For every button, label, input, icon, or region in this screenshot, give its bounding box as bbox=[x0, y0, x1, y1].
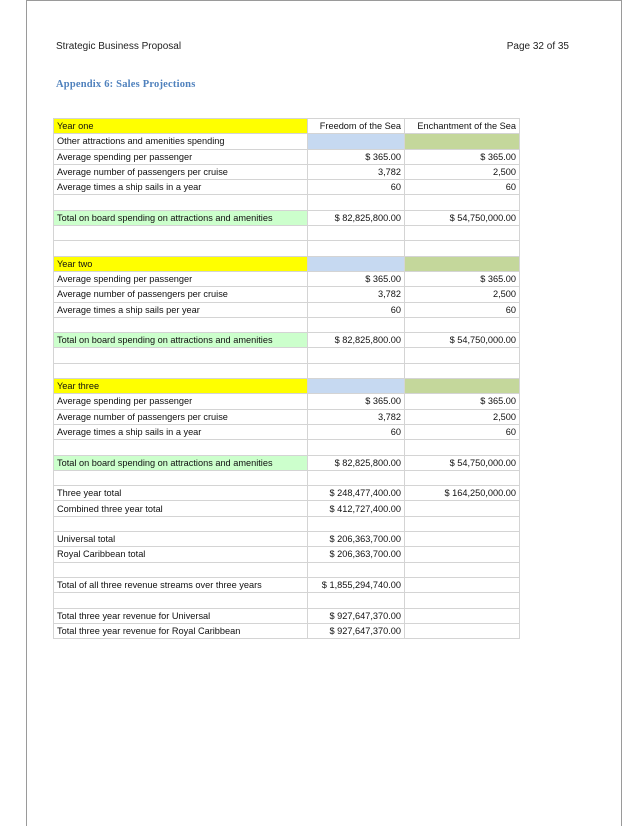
freedom-of-the-sea-value bbox=[308, 348, 405, 363]
table-row bbox=[54, 287, 520, 302]
enchantment-of-the-sea-value: 60 bbox=[405, 424, 520, 439]
row-label bbox=[54, 317, 308, 332]
table-row bbox=[54, 119, 520, 134]
enchantment-of-the-sea-value bbox=[405, 363, 520, 378]
table-row bbox=[54, 164, 520, 179]
table-row bbox=[54, 317, 520, 332]
row-label bbox=[54, 562, 308, 577]
row-label: Average number of passengers per cruise bbox=[54, 164, 308, 179]
table-row bbox=[54, 409, 520, 424]
table-row bbox=[54, 547, 520, 562]
table-row bbox=[54, 256, 520, 271]
enchantment-of-the-sea-value: 60 bbox=[405, 302, 520, 317]
header-title: Strategic Business Proposal bbox=[56, 41, 182, 52]
freedom-of-the-sea-value bbox=[308, 134, 405, 149]
row-label: Average times a ship sails per year bbox=[54, 302, 308, 317]
table-row bbox=[54, 608, 520, 623]
row-label: Average times a ship sails in a year bbox=[54, 424, 308, 439]
enchantment-of-the-sea-value bbox=[405, 226, 520, 241]
row-label: Average spending per passenger bbox=[54, 149, 308, 164]
enchantment-of-the-sea-value: Enchantment of the Sea bbox=[405, 119, 520, 134]
freedom-of-the-sea-value: $ 927,647,370.00 bbox=[308, 608, 405, 623]
enchantment-of-the-sea-value bbox=[405, 195, 520, 210]
table-row bbox=[54, 394, 520, 409]
row-label: Total on board spending on attractions and amenities bbox=[54, 455, 308, 470]
freedom-of-the-sea-value: $ 248,477,400.00 bbox=[308, 486, 405, 501]
table-row bbox=[54, 379, 520, 394]
row-label bbox=[54, 195, 308, 210]
freedom-of-the-sea-value bbox=[308, 226, 405, 241]
table-row bbox=[54, 333, 520, 348]
enchantment-of-the-sea-value bbox=[405, 317, 520, 332]
table-row bbox=[54, 455, 520, 470]
enchantment-of-the-sea-value bbox=[405, 577, 520, 592]
freedom-of-the-sea-value bbox=[308, 317, 405, 332]
row-label: Total three year revenue for Universal bbox=[54, 608, 308, 623]
freedom-of-the-sea-value: $ 206,363,700.00 bbox=[308, 547, 405, 562]
enchantment-of-the-sea-value bbox=[405, 379, 520, 394]
table-row bbox=[54, 470, 520, 485]
freedom-of-the-sea-value: $ 365.00 bbox=[308, 149, 405, 164]
freedom-of-the-sea-value: $ 927,647,370.00 bbox=[308, 623, 405, 638]
enchantment-of-the-sea-value: $ 365.00 bbox=[405, 149, 520, 164]
table-row bbox=[54, 241, 520, 256]
enchantment-of-the-sea-value: 2,500 bbox=[405, 164, 520, 179]
table-row bbox=[54, 271, 520, 286]
row-label bbox=[54, 470, 308, 485]
row-label: Combined three year total bbox=[54, 501, 308, 516]
enchantment-of-the-sea-value bbox=[405, 623, 520, 638]
table-row bbox=[54, 302, 520, 317]
table-row bbox=[54, 348, 520, 363]
row-label: Year one bbox=[54, 119, 308, 134]
table-row bbox=[54, 501, 520, 516]
row-label: Average number of passengers per cruise bbox=[54, 409, 308, 424]
row-label bbox=[54, 593, 308, 608]
enchantment-of-the-sea-value bbox=[405, 501, 520, 516]
freedom-of-the-sea-value: $ 365.00 bbox=[308, 271, 405, 286]
row-label bbox=[54, 516, 308, 531]
enchantment-of-the-sea-value bbox=[405, 241, 520, 256]
enchantment-of-the-sea-value: $ 365.00 bbox=[405, 271, 520, 286]
enchantment-of-the-sea-value: $ 164,250,000.00 bbox=[405, 486, 520, 501]
enchantment-of-the-sea-value: 60 bbox=[405, 180, 520, 195]
row-label bbox=[54, 348, 308, 363]
table-row bbox=[54, 440, 520, 455]
enchantment-of-the-sea-value bbox=[405, 562, 520, 577]
table-row bbox=[54, 516, 520, 531]
enchantment-of-the-sea-value bbox=[405, 470, 520, 485]
row-label: Other attractions and amenities spending bbox=[54, 134, 308, 149]
row-label: Total three year revenue for Royal Caribbean bbox=[54, 623, 308, 638]
enchantment-of-the-sea-value: $ 365.00 bbox=[405, 394, 520, 409]
freedom-of-the-sea-value: $ 412,727,400.00 bbox=[308, 501, 405, 516]
table-row bbox=[54, 562, 520, 577]
freedom-of-the-sea-value bbox=[308, 516, 405, 531]
enchantment-of-the-sea-value: 2,500 bbox=[405, 409, 520, 424]
table-row bbox=[54, 593, 520, 608]
appendix-title: Appendix 6: Sales Projections bbox=[56, 79, 196, 90]
row-label bbox=[54, 363, 308, 378]
enchantment-of-the-sea-value bbox=[405, 608, 520, 623]
row-label: Average spending per passenger bbox=[54, 394, 308, 409]
freedom-of-the-sea-value bbox=[308, 195, 405, 210]
freedom-of-the-sea-value: 60 bbox=[308, 302, 405, 317]
enchantment-of-the-sea-value bbox=[405, 256, 520, 271]
freedom-of-the-sea-value bbox=[308, 241, 405, 256]
freedom-of-the-sea-value bbox=[308, 470, 405, 485]
freedom-of-the-sea-value: Freedom of the Sea bbox=[308, 119, 405, 134]
page-number: Page 32 of 35 bbox=[506, 41, 569, 52]
row-label bbox=[54, 440, 308, 455]
row-label: Universal total bbox=[54, 532, 308, 547]
table-row bbox=[54, 149, 520, 164]
freedom-of-the-sea-value: $ 82,825,800.00 bbox=[308, 455, 405, 470]
row-label: Total on board spending on attractions and amenities bbox=[54, 333, 308, 348]
row-label: Average spending per passenger bbox=[54, 271, 308, 286]
enchantment-of-the-sea-value: $ 54,750,000.00 bbox=[405, 333, 520, 348]
row-label: Three year total bbox=[54, 486, 308, 501]
enchantment-of-the-sea-value: $ 54,750,000.00 bbox=[405, 210, 520, 225]
sales-projection-table bbox=[53, 118, 520, 639]
enchantment-of-the-sea-value bbox=[405, 532, 520, 547]
table-row bbox=[54, 623, 520, 638]
freedom-of-the-sea-value bbox=[308, 363, 405, 378]
freedom-of-the-sea-value: $ 82,825,800.00 bbox=[308, 333, 405, 348]
table-row bbox=[54, 134, 520, 149]
table-row bbox=[54, 577, 520, 592]
enchantment-of-the-sea-value bbox=[405, 547, 520, 562]
table-row bbox=[54, 210, 520, 225]
freedom-of-the-sea-value bbox=[308, 440, 405, 455]
freedom-of-the-sea-value bbox=[308, 379, 405, 394]
row-label bbox=[54, 226, 308, 241]
freedom-of-the-sea-value: $ 206,363,700.00 bbox=[308, 532, 405, 547]
enchantment-of-the-sea-value bbox=[405, 440, 520, 455]
row-label: Year two bbox=[54, 256, 308, 271]
table-row bbox=[54, 195, 520, 210]
freedom-of-the-sea-value: 3,782 bbox=[308, 409, 405, 424]
enchantment-of-the-sea-value: $ 54,750,000.00 bbox=[405, 455, 520, 470]
table-row bbox=[54, 424, 520, 439]
row-label: Average times a ship sails in a year bbox=[54, 180, 308, 195]
row-label: Royal Caribbean total bbox=[54, 547, 308, 562]
freedom-of-the-sea-value: 3,782 bbox=[308, 164, 405, 179]
freedom-of-the-sea-value: 60 bbox=[308, 424, 405, 439]
freedom-of-the-sea-value: 3,782 bbox=[308, 287, 405, 302]
enchantment-of-the-sea-value bbox=[405, 593, 520, 608]
freedom-of-the-sea-value: $ 1,855,294,740.00 bbox=[308, 577, 405, 592]
row-label: Total of all three revenue streams over three years bbox=[54, 577, 308, 592]
row-label bbox=[54, 241, 308, 256]
table-row bbox=[54, 363, 520, 378]
freedom-of-the-sea-value: 60 bbox=[308, 180, 405, 195]
freedom-of-the-sea-value bbox=[308, 256, 405, 271]
enchantment-of-the-sea-value bbox=[405, 348, 520, 363]
freedom-of-the-sea-value bbox=[308, 593, 405, 608]
row-label: Average number of passengers per cruise bbox=[54, 287, 308, 302]
freedom-of-the-sea-value: $ 82,825,800.00 bbox=[308, 210, 405, 225]
freedom-of-the-sea-value: $ 365.00 bbox=[308, 394, 405, 409]
enchantment-of-the-sea-value bbox=[405, 516, 520, 531]
table-row bbox=[54, 180, 520, 195]
enchantment-of-the-sea-value bbox=[405, 134, 520, 149]
table-row bbox=[54, 486, 520, 501]
row-label: Total on board spending on attractions and amenities bbox=[54, 210, 308, 225]
table-row bbox=[54, 532, 520, 547]
freedom-of-the-sea-value bbox=[308, 562, 405, 577]
table-row bbox=[54, 226, 520, 241]
row-label: Year three bbox=[54, 379, 308, 394]
enchantment-of-the-sea-value: 2,500 bbox=[405, 287, 520, 302]
